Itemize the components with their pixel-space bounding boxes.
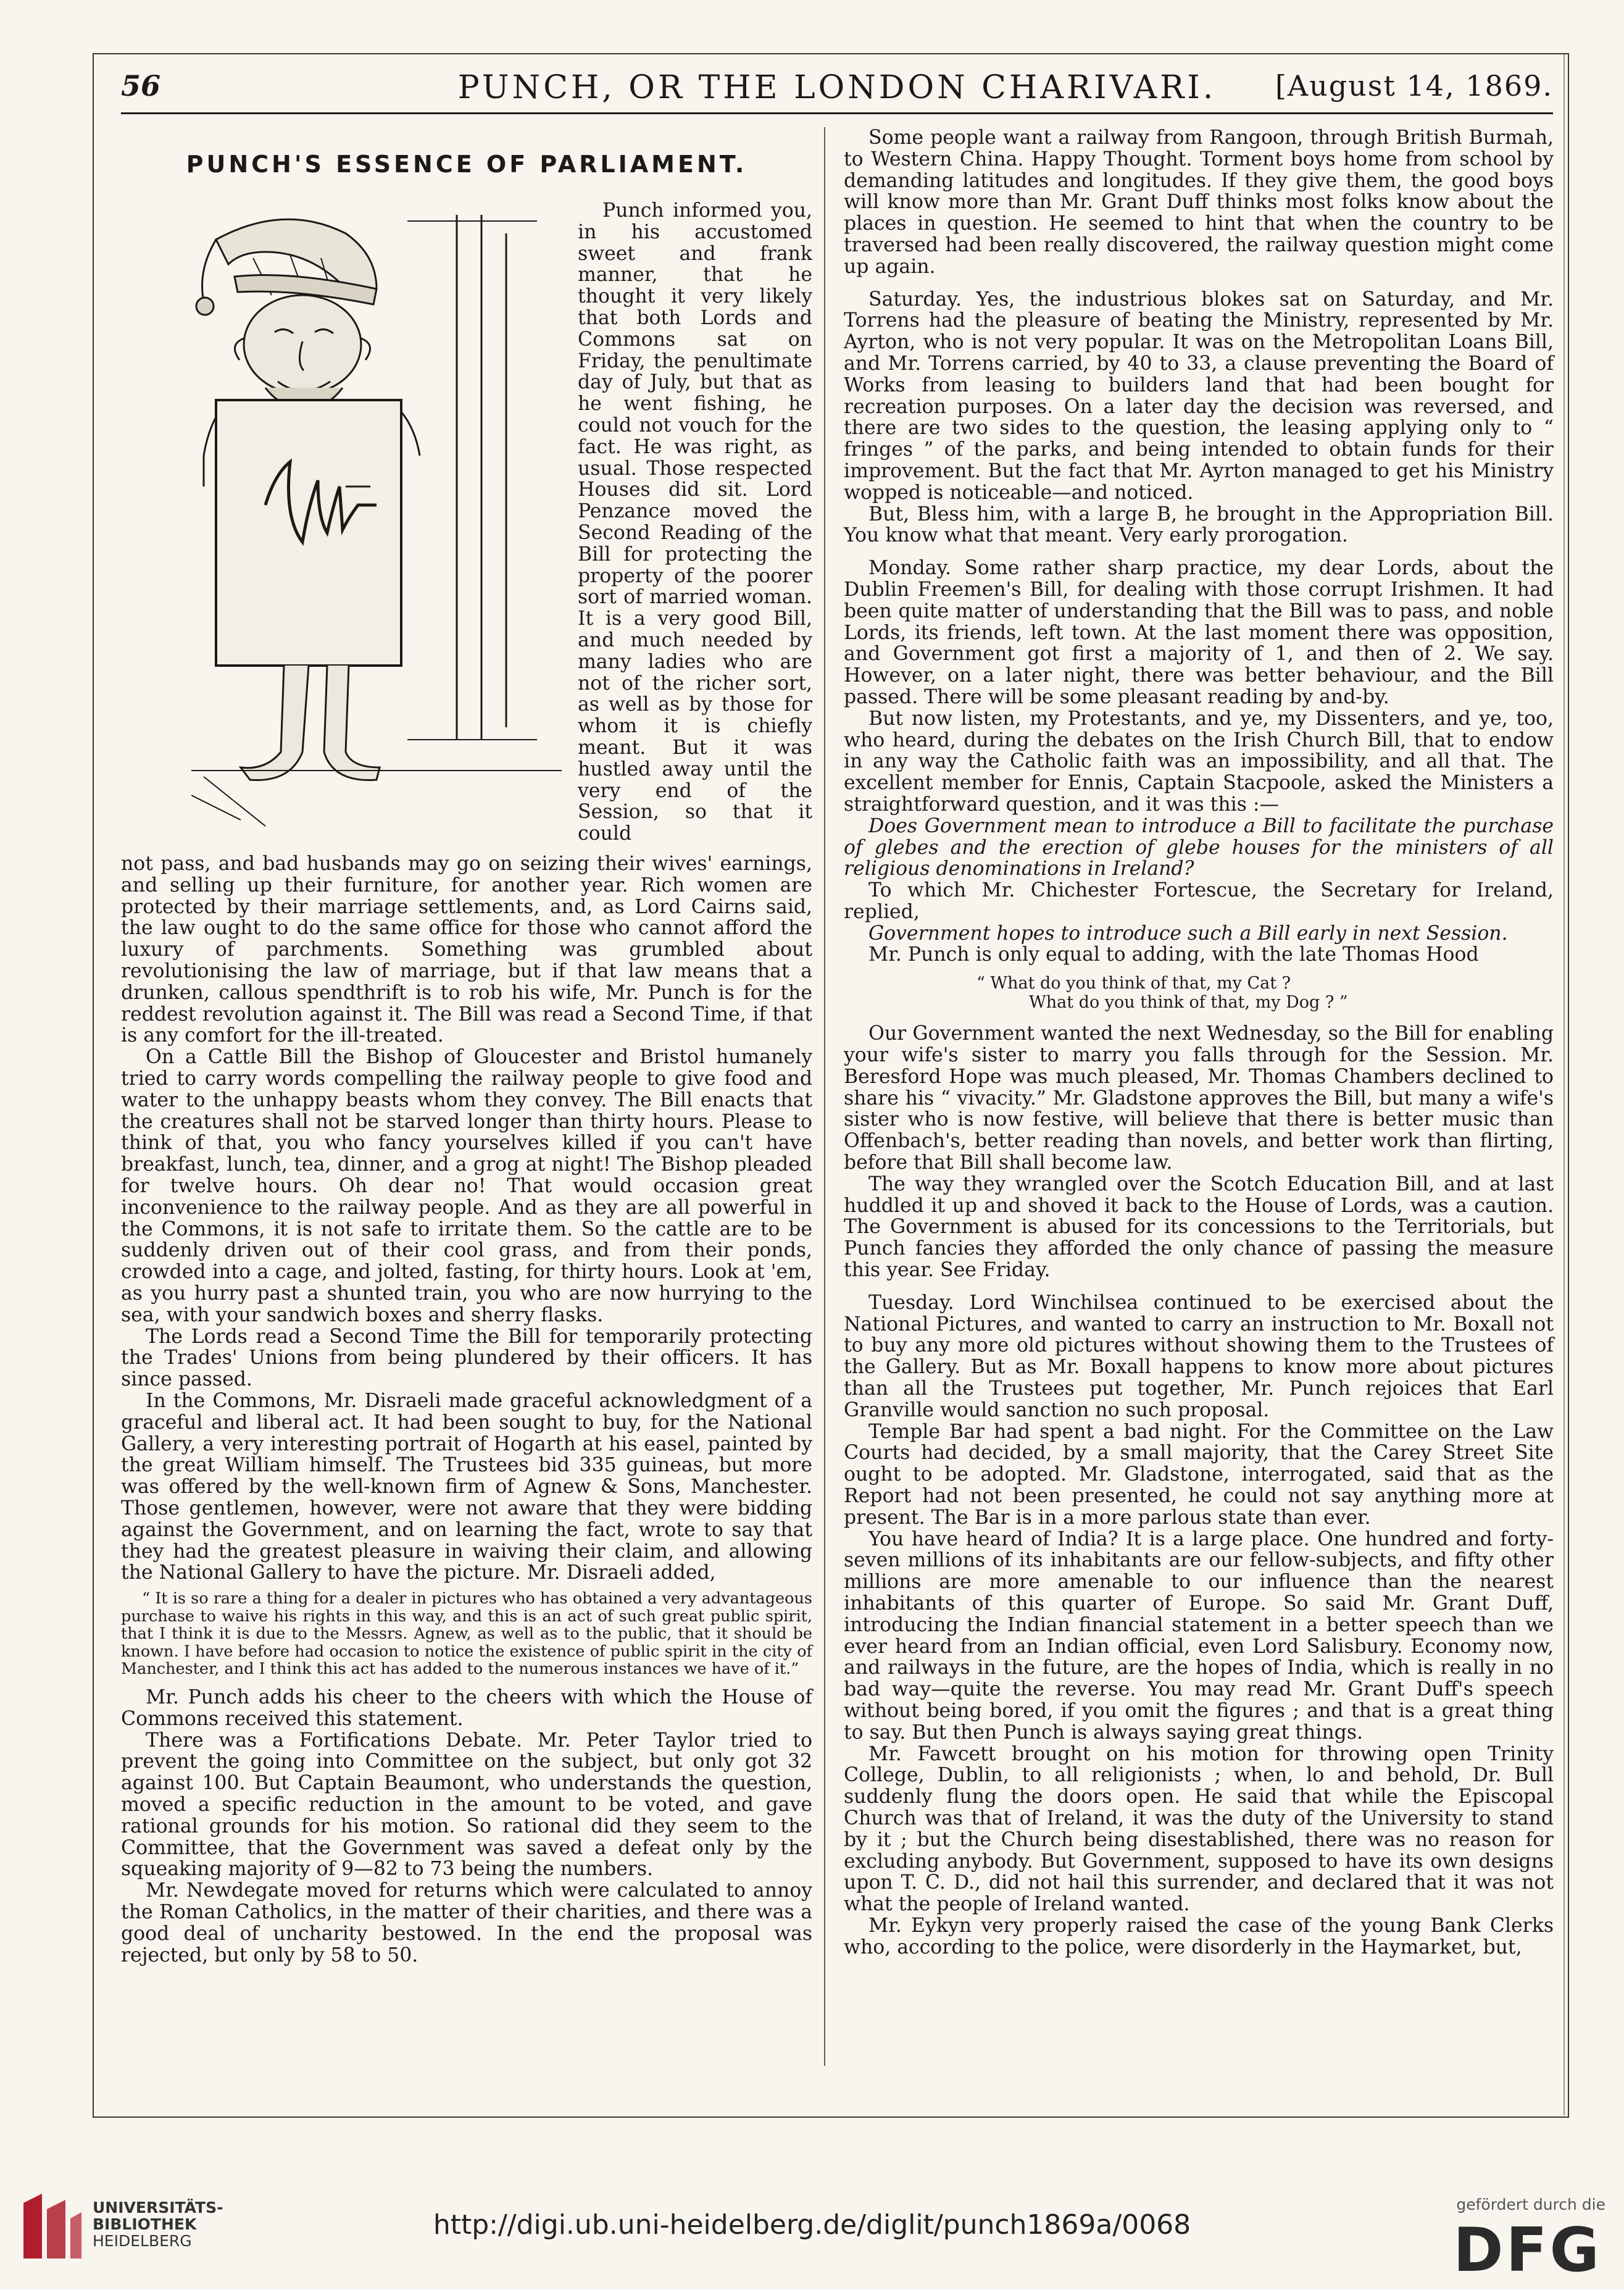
paragraph: But, Bless him, with a large B, he brought in the Appropriation Bill. You know what that meant. Very early prorogation. bbox=[844, 503, 1554, 547]
digitization-footer bbox=[0, 2161, 1624, 2290]
dfg-logo: DFG bbox=[1453, 2215, 1602, 2286]
source-url-link[interactable]: http://digi.ub.uni-heidelberg.de/diglit/punch1869a/0068 bbox=[433, 2209, 1191, 2241]
paragraph: In the Commons, Mr. Disraeli made graceful acknowledgment of a graceful and liberal act. It had been sought to buy, for the National Gallery, a very interesting portrait of Hogarth at his easel, painted by the great William himself. The Trustees bid 335 guineas, but more was offered by the well-known firm of Agnew & Sons, Manchester. Those gentlemen, however, were not aware that they were bidding against the Government, and on learning the fact, wrote to say that they had the greatest pleasure in waiving their claim, and allowing the National Gallery to have the picture. Mr. Disraeli added, bbox=[121, 1389, 812, 1584]
right-column bbox=[844, 127, 1554, 1958]
paragraph: Mr. Fawcett brought on his motion for throwing open Trinity College, Dublin, to all religionists ; when, lo and behold, Dr. Bull suddenly flung the doors open. He said that while the Episcopal Church was that of Ireland, it was the duty of the University to stand by it ; but the Church being disestablished, there was no reason for excluding anybody. But Government, supposed to have its own designs upon T. C. D., did not hail this surrender, and declared that it was not what the people of Ireland wanted. bbox=[844, 1742, 1554, 1916]
paragraph: Mr. Punch adds his cheer to the cheers with which the House of Commons received this statement. bbox=[121, 1686, 812, 1730]
paragraph: not pass, and bad husbands may go on seizing their wives' earnings, and selling up their furniture, for another year. Rich women are protected by their marriage settlements, and, as Lord Cairns said, the law ought to do the same office for those who cannot afford the luxury of parchments. Something was grumbled about revolutionising the law of marriage, but if that law means that a drunken, callous spendthrift is to rob his wife, Mr. Punch is for the reddest revolution against it. The Bill was read a Second Time, if that is any comfort for the ill-treated. bbox=[121, 853, 812, 1047]
paragraph: Some people want a railway from Rangoon, through British Burmah, to Western China. Happy Thought. Torment boys home from school by demanding latitudes and longitudes. If they give them, the good boys will know more than Mr. Grant Duff thinks most folks know about the places in question. He seemed to hint that when the country to be traversed had been really discovered, the railway question might come up again. bbox=[844, 127, 1554, 278]
paragraph: Temple Bar had spent a bad night. For the Committee on the Law Courts had decided, by a small majority, that the Carey Street Site ought to be adopted. Mr. Gladstone, interrogated, said that as the Report had not been presented, he could not say anything more at present. The Bar is in a more parlous state than ever. bbox=[844, 1420, 1554, 1529]
paragraph: Saturday. Yes, the industrious blokes sat on Saturday, and Mr. Torrens had the pleasure of beating the Ministry, represented by Mr. Ayrton, who is not very popular. It was on the Metropolitan Loans Bill, and Mr. Torrens carried, by 40 to 33, a clause preventing the Board of Works from leasing to builders land that had been bought for recreation purposes. On a later day the decision was reversed, and there are two sides to the question, the leasing applying only to “ fringes ” of the parks, and being intended to obtain funds for their improvement. But the fact that Mr. Ayrton managed to get his Ministry wopped is noticeable—and noticed. bbox=[844, 288, 1554, 504]
paragraph: Mr. Eykyn very properly raised the case of the young Bank Clerks who, according to the police, were disorderly in the Haymarket, but, bbox=[844, 1914, 1554, 1958]
paragraph: To which Mr. Chichester Fortescue, the Secretary for Ireland, replied, bbox=[844, 879, 1554, 923]
paragraph: There was a Fortifications Debate. Mr. Peter Taylor tried to prevent the going into Committee on the subject, but only got 32 against 100. But Captain Beaumont, who understands the question, moved a specific reduction in the amount to be voted, and gave rational grounds for his motion. So rational did they seem to the Committee, that the Government was saved a defeat only by the squeaking majority of 9—82 to 73 being the numbers. bbox=[121, 1729, 812, 1881]
paragraph: Does Government mean to introduce a Bill to facilitate the purchase of glebes and the erection of glebe houses for the ministers of all religious denominations in Ireland? bbox=[844, 814, 1554, 880]
verse-line: “ What do you think of that, my Cat ? bbox=[976, 974, 1291, 993]
paragraph: The way they wrangled over the Scotch Education Bill, and at last huddled it up and shoved it back to the House of Lords, was a caution. The Government is abused for its concessions to the Territorials, but Punch fancies they afforded the only chance of passing the measure this year. See Friday. bbox=[844, 1172, 1554, 1282]
header-rule bbox=[121, 112, 1553, 114]
quote-text: “ It is so rare a thing for a dealer in pictures who has obtained a very advantageous purchase to waive his rights in this way, and this is an act of such great public spirit, that I think it is due to the Messrs. Agnew, as well as to the public, that it should be known. I have before had occasion to notice the existence of public spirit in the city of Manchester, and I think this act has added to the numerous instances we have of it.” bbox=[121, 1589, 812, 1679]
paragraph: Government hopes to introduce such a Bill early in next Session. bbox=[868, 922, 1508, 945]
paragraph: You have heard of India? It is a large place. One hundred and forty-seven millions of its inhabitants are our fellow-subjects, and fifty other millions are more amenable to our influence than the nearest inhabitants of this quarter of Europe. So said Mr. Grant Duff, introducing the Indian financial statement in a better speech than we ever heard from an Indian official, even Lord Salisbury. Economy now, and railways in the future, are the hopes of India, which is really in no bad way—quite the reverse. You may read Mr. Grant Duff's speech without being bored, if you omit the figures ; and that is a great thing to say. But then Punch is always saying great things. bbox=[844, 1527, 1554, 1744]
section-title: PUNCH'S ESSENCE OF PARLIAMENT. bbox=[186, 151, 747, 178]
publication-title: PUNCH, OR THE LONDON CHARIVARI. bbox=[457, 69, 1217, 106]
verse-line: What do you think of that, my Dog ? ” bbox=[1029, 992, 1348, 1012]
paragraph: Tuesday. Lord Winchilsea continued to be exercised about the National Pictures, and wanted to carry an instruction to Mr. Boxall not to buy any more old pictures without showing them to the Trustees of the Gallery. But as Mr. Boxall happens to know more about pictures than all the Trustees put together, Mr. Punch rejoices that Earl Granville would sanction no such proposal. bbox=[844, 1291, 1554, 1421]
university-library-name: UNIVERSITÄTS- BIBLIOTHEK HEIDELBERG bbox=[93, 2199, 223, 2250]
paragraph: The Lords read a Second Time the Bill for temporarily protecting the Trades' Unions from being plundered by their officers. It has since passed. bbox=[121, 1325, 812, 1391]
issue-date: [August 14, 1869. bbox=[1275, 69, 1553, 102]
page-edge-rule bbox=[1564, 53, 1565, 2115]
page-header bbox=[121, 69, 1553, 112]
quoted-speech bbox=[121, 1590, 812, 1678]
paragraph: Our Government wanted the next Wednesday, so the Bill for enabling your wife's sister to marry you falls through for the Session. Mr. Beresford Hope was much pleased, Mr. Thomas Chambers declined to share his “ vivacity.” Mr. Gladstone approves the Bill, but many a wife's sister who is now festive, will believe that there is better music than Offenbach's, better reading than novels, and better work than flirting, before that Bill shall become law. bbox=[844, 1022, 1554, 1174]
paragraph: But now listen, my Protestants, and ye, my Dissenters, and ye, too, who heard, during the debates on the Irish Church Bill, that to endow in any way the Catholic faith was an impossibility, and all that. The excellent member for Ennis, Captain Stacpoole, asked the Ministers a straightforward question, and it was this :— bbox=[844, 707, 1554, 816]
column-divider bbox=[824, 127, 825, 2066]
cartoon-illustration bbox=[191, 196, 568, 832]
opening-paragraph bbox=[578, 200, 812, 845]
page-number: 56 bbox=[121, 69, 161, 102]
left-column bbox=[121, 853, 812, 1966]
verse-quote bbox=[844, 974, 1554, 1012]
paragraph: On a Cattle Bill the Bishop of Gloucester and Bristol humanely tried to carry words compelling the railway people to give food and water to the unhappy beasts whom they convey. The Bill enacts that the creatures shall not be starved longer than thirty hours. Please to think of that, you who fancy yourselves killed if you can't have breakfast, lunch, tea, dinner, and a grog at night! The Bishop pleaded for twelve hours. Oh dear no! That would occasion great inconvenience to the railway people. And as they are all powerful in the Commons, it is not safe to irritate them. So the cattle are to be suddenly driven out of their cool grass, and from their ponds, crowded into a cage, and jolted, fasting, for thirty hours. Look at 'em, as you hurry past a shunted train, you who are now hurrying to the sea, with your sandwich boxes and sherry flasks. bbox=[121, 1046, 812, 1326]
paragraph: Mr. Newdegate moved for returns which were calculated to annoy the Roman Catholics, in the matter of their charities, and there was a good deal of uncharity bestowed. In the end the proposal was rejected, but only by 58 to 50. bbox=[121, 1879, 812, 1966]
funding-label: gefördert durch die bbox=[1456, 2196, 1605, 2213]
paragraph: Monday. Some rather sharp practice, my dear Lords, about the Dublin Freemen's Bill, for dealing with those corrupt Irishmen. It had been quite matter of understanding that the Bill was to pass, and noble Lords, its friends, left town. At the last moment there was opposition, and Government got first a majority of 1, and then of 2. We say. However, on a later night, there was better behaviour, and the Bill passed. There will be some pleasant reading by and-by. bbox=[844, 557, 1554, 708]
paragraph: Mr. Punch is only equal to adding, with the late Thomas Hood bbox=[868, 943, 1479, 966]
paragraph: Punch informed you, in his accustomed sweet and frank manner, that he thought it very likely that both Lords and Commons sat on Friday, the penultimate day of July, but that as he went fishing, he could not vouch for the fact. He was right, as usual. Those respected Houses did sit. Lord Penzance moved the Second Reading of the Bill for protecting the property of the poorer sort of married woman. It is a very good Bill, and much needed by many ladies who are not of the richer sort, as well as by those for whom it is chiefly meant. But it was hustled away until the very end of the Session, so that it could bbox=[578, 199, 812, 845]
